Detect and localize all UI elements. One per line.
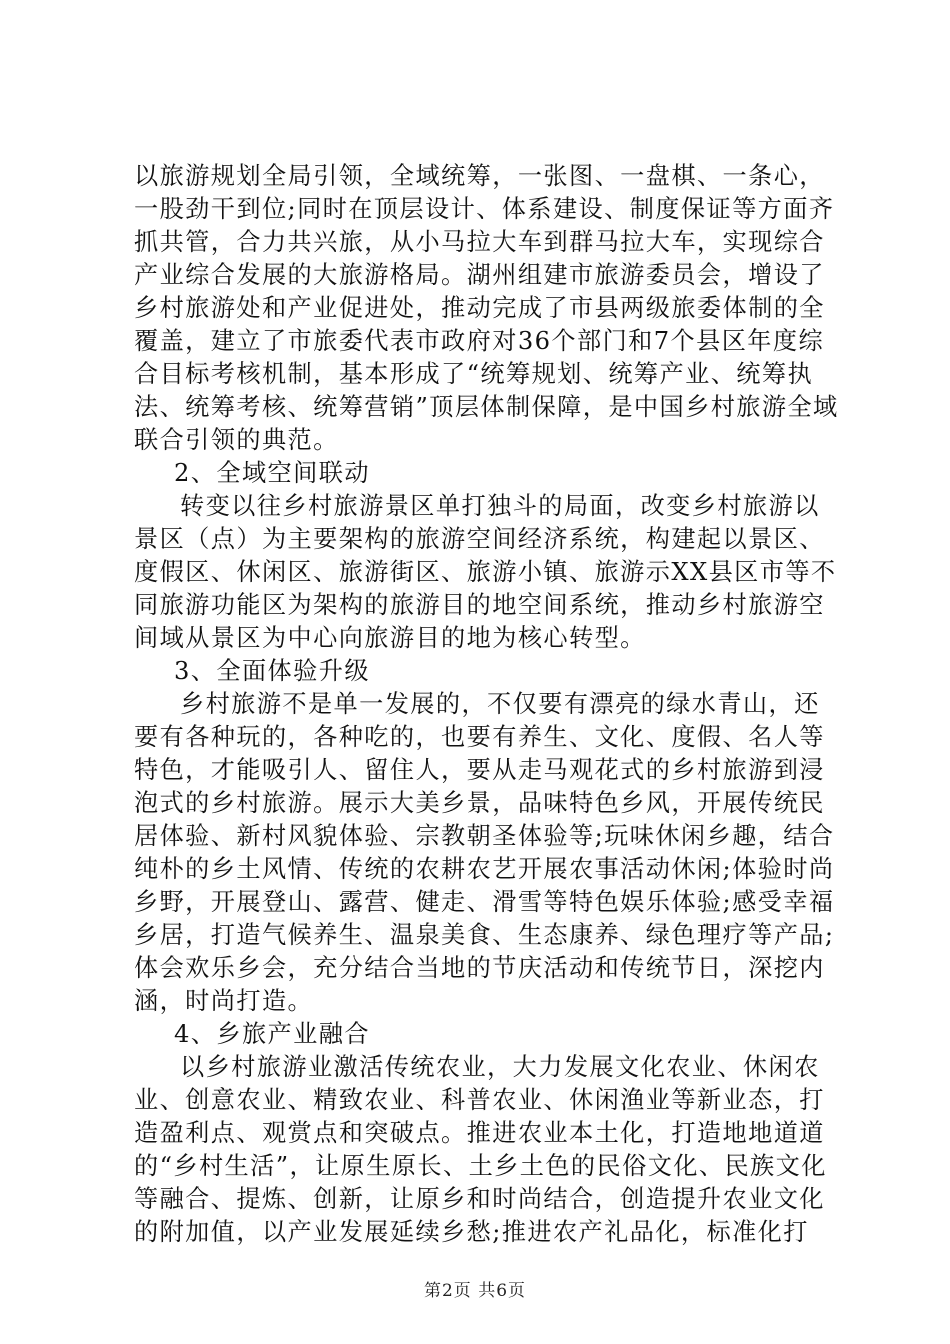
paragraph-industry-fusion: 以乡村旅游业激活传统农业，大力发展文化农业、休闲农业、创意农业、精致农业、科普农业、休闲渔业等新业态，打造盈利点、观赏点和突破点。推进农业本土化，打造地地道道的“乡村生活”，让原生原长、土乡土色的民俗文化、民族文化等融合、提炼、创新，让原乡和时尚结合，创造提升农业文化的附加值，以产业发展延续乡愁;推进农产礼品化，标准化打 (134, 1053, 827, 1246)
document-body (134, 160, 844, 1249)
page-footer (0, 1276, 950, 1301)
paragraph-experience-upgrade: 乡村旅游不是单一发展的，不仅要有漂亮的绿水青山，还要有各种玩的，各种吃的，也要有养生、文化、度假、名人等特色，才能吸引人、留住人，要从走马观花式的乡村旅游到浸泡式的乡村旅游。展示大美乡景，品味特色乡风，开展传统民居体验、新村风貌体验、宗教朝圣体验等;玩味休闲乡趣，结合纯朴的乡土风情、传统的农耕农艺开展农事活动休闲;体验时尚乡野，开展登山、露营、健走、滑雪等特色娱乐体验;感受幸福乡居，打造气候养生、温泉美食、生态康养、绿色理疗等产品;体会欢乐乡会，充分结合当地的节庆活动和传统节日，深挖内涵，时尚打造。 (134, 690, 835, 1015)
section-heading-4: 4、乡旅产业融合 (174, 1020, 370, 1048)
page-number-label: 第2页 共6页 (423, 1281, 527, 1301)
paragraph-intro: 以旅游规划全局引领，全域统筹，一张图、一盘棋、一条心，一股劲干到位;同时在顶层设计、体系建设、制度保证等方面齐抓共管，合力共兴旅，从小马拉大车到群马拉大车，实现综合产业综合发展的大旅游格局。湖州组建市旅游委员会，增设了乡村旅游处和产业促进处，推动完成了市县两级旅委体制的全覆盖，建立了市旅委代表市政府对36个部门和7个县区年度综合目标考核机制，基本形成了“统筹规划、统筹产业、统筹执法、统筹考核、统筹营销”顶层体制保障，是中国乡村旅游全域联合引领的典范。 (134, 162, 839, 454)
paragraph-space-linkage: 转变以往乡村旅游景区单打独斗的局面，改变乡村旅游以景区（点）为主要架构的旅游空间经济系统，构建起以景区、度假区、休闲区、旅游街区、旅游小镇、旅游示XX县区市等不同旅游功能区为架构的旅游目的地空间系统，推动乡村旅游空间域从景区为中心向旅游目的地为核心转型。 (134, 492, 837, 652)
section-heading-3: 3、全面体验升级 (174, 657, 370, 685)
section-heading-2: 2、全域空间联动 (174, 459, 370, 487)
